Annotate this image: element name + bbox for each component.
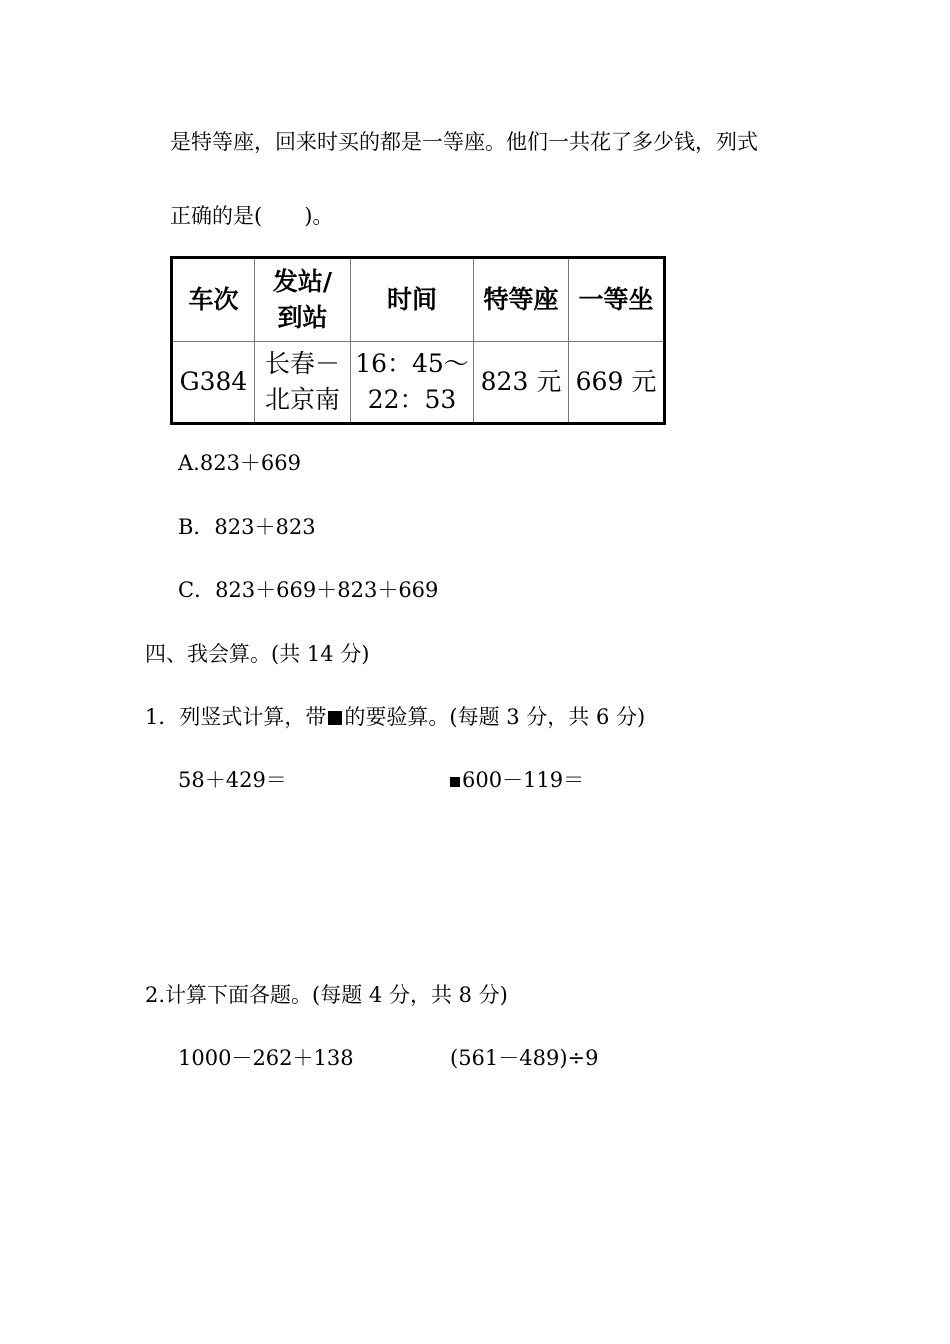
option-c: C．823＋669＋823＋669 (178, 578, 439, 602)
problem-2a: 1000－262＋138 (178, 1046, 354, 1070)
problem-2b: (561－489)÷9 (450, 1046, 599, 1070)
question-text-line-2: 正确的是( )。 (170, 204, 334, 228)
cell-stations (255, 342, 351, 424)
header-special-seat: 特等座 (474, 258, 569, 342)
question-1-title (145, 707, 645, 728)
header-departure: 发站/ (272, 266, 333, 296)
question-text-line-1: 是特等座，回来时买的都是一等座。他们一共花了多少钱，列式 (170, 130, 758, 154)
cell-time-from: 16：45～ (355, 348, 469, 378)
option-b: B．823＋823 (178, 515, 316, 539)
section-4-title: 四、我会算。(共 14 分) (145, 642, 370, 666)
header-arrival: 到站 (277, 303, 328, 332)
problem-1b (450, 770, 584, 791)
question-1-prefix: 1．列竖式计算，带 (145, 705, 327, 729)
question-1-suffix: 的要验算。(每题 3 分，共 6 分) (344, 705, 646, 729)
train-schedule-table (170, 256, 666, 425)
question-2-title: 2.计算下面各题。(每题 4 分，共 8 分) (145, 983, 508, 1007)
black-square-icon (328, 711, 342, 725)
problem-1b-text: 600－119＝ (462, 768, 585, 792)
cell-station-to: 北京南 (264, 385, 340, 414)
cell-train-number: G384 (172, 342, 255, 424)
cell-special-price: 823 元 (474, 342, 569, 424)
header-first-class: 一等坐 (569, 258, 665, 342)
cell-time (351, 342, 474, 424)
header-time: 时间 (351, 258, 474, 342)
cell-station-from: 长春－ (264, 348, 340, 378)
problem-1a: 58＋429＝ (178, 768, 287, 792)
table-header-row (172, 258, 665, 342)
header-train-number: 车次 (172, 258, 255, 342)
cell-time-to: 22：53 (367, 385, 457, 414)
cell-first-price: 669 元 (569, 342, 665, 424)
header-stations (255, 258, 351, 342)
black-square-icon (450, 777, 460, 787)
option-a: A.823＋669 (178, 451, 302, 475)
table-row (172, 342, 665, 424)
